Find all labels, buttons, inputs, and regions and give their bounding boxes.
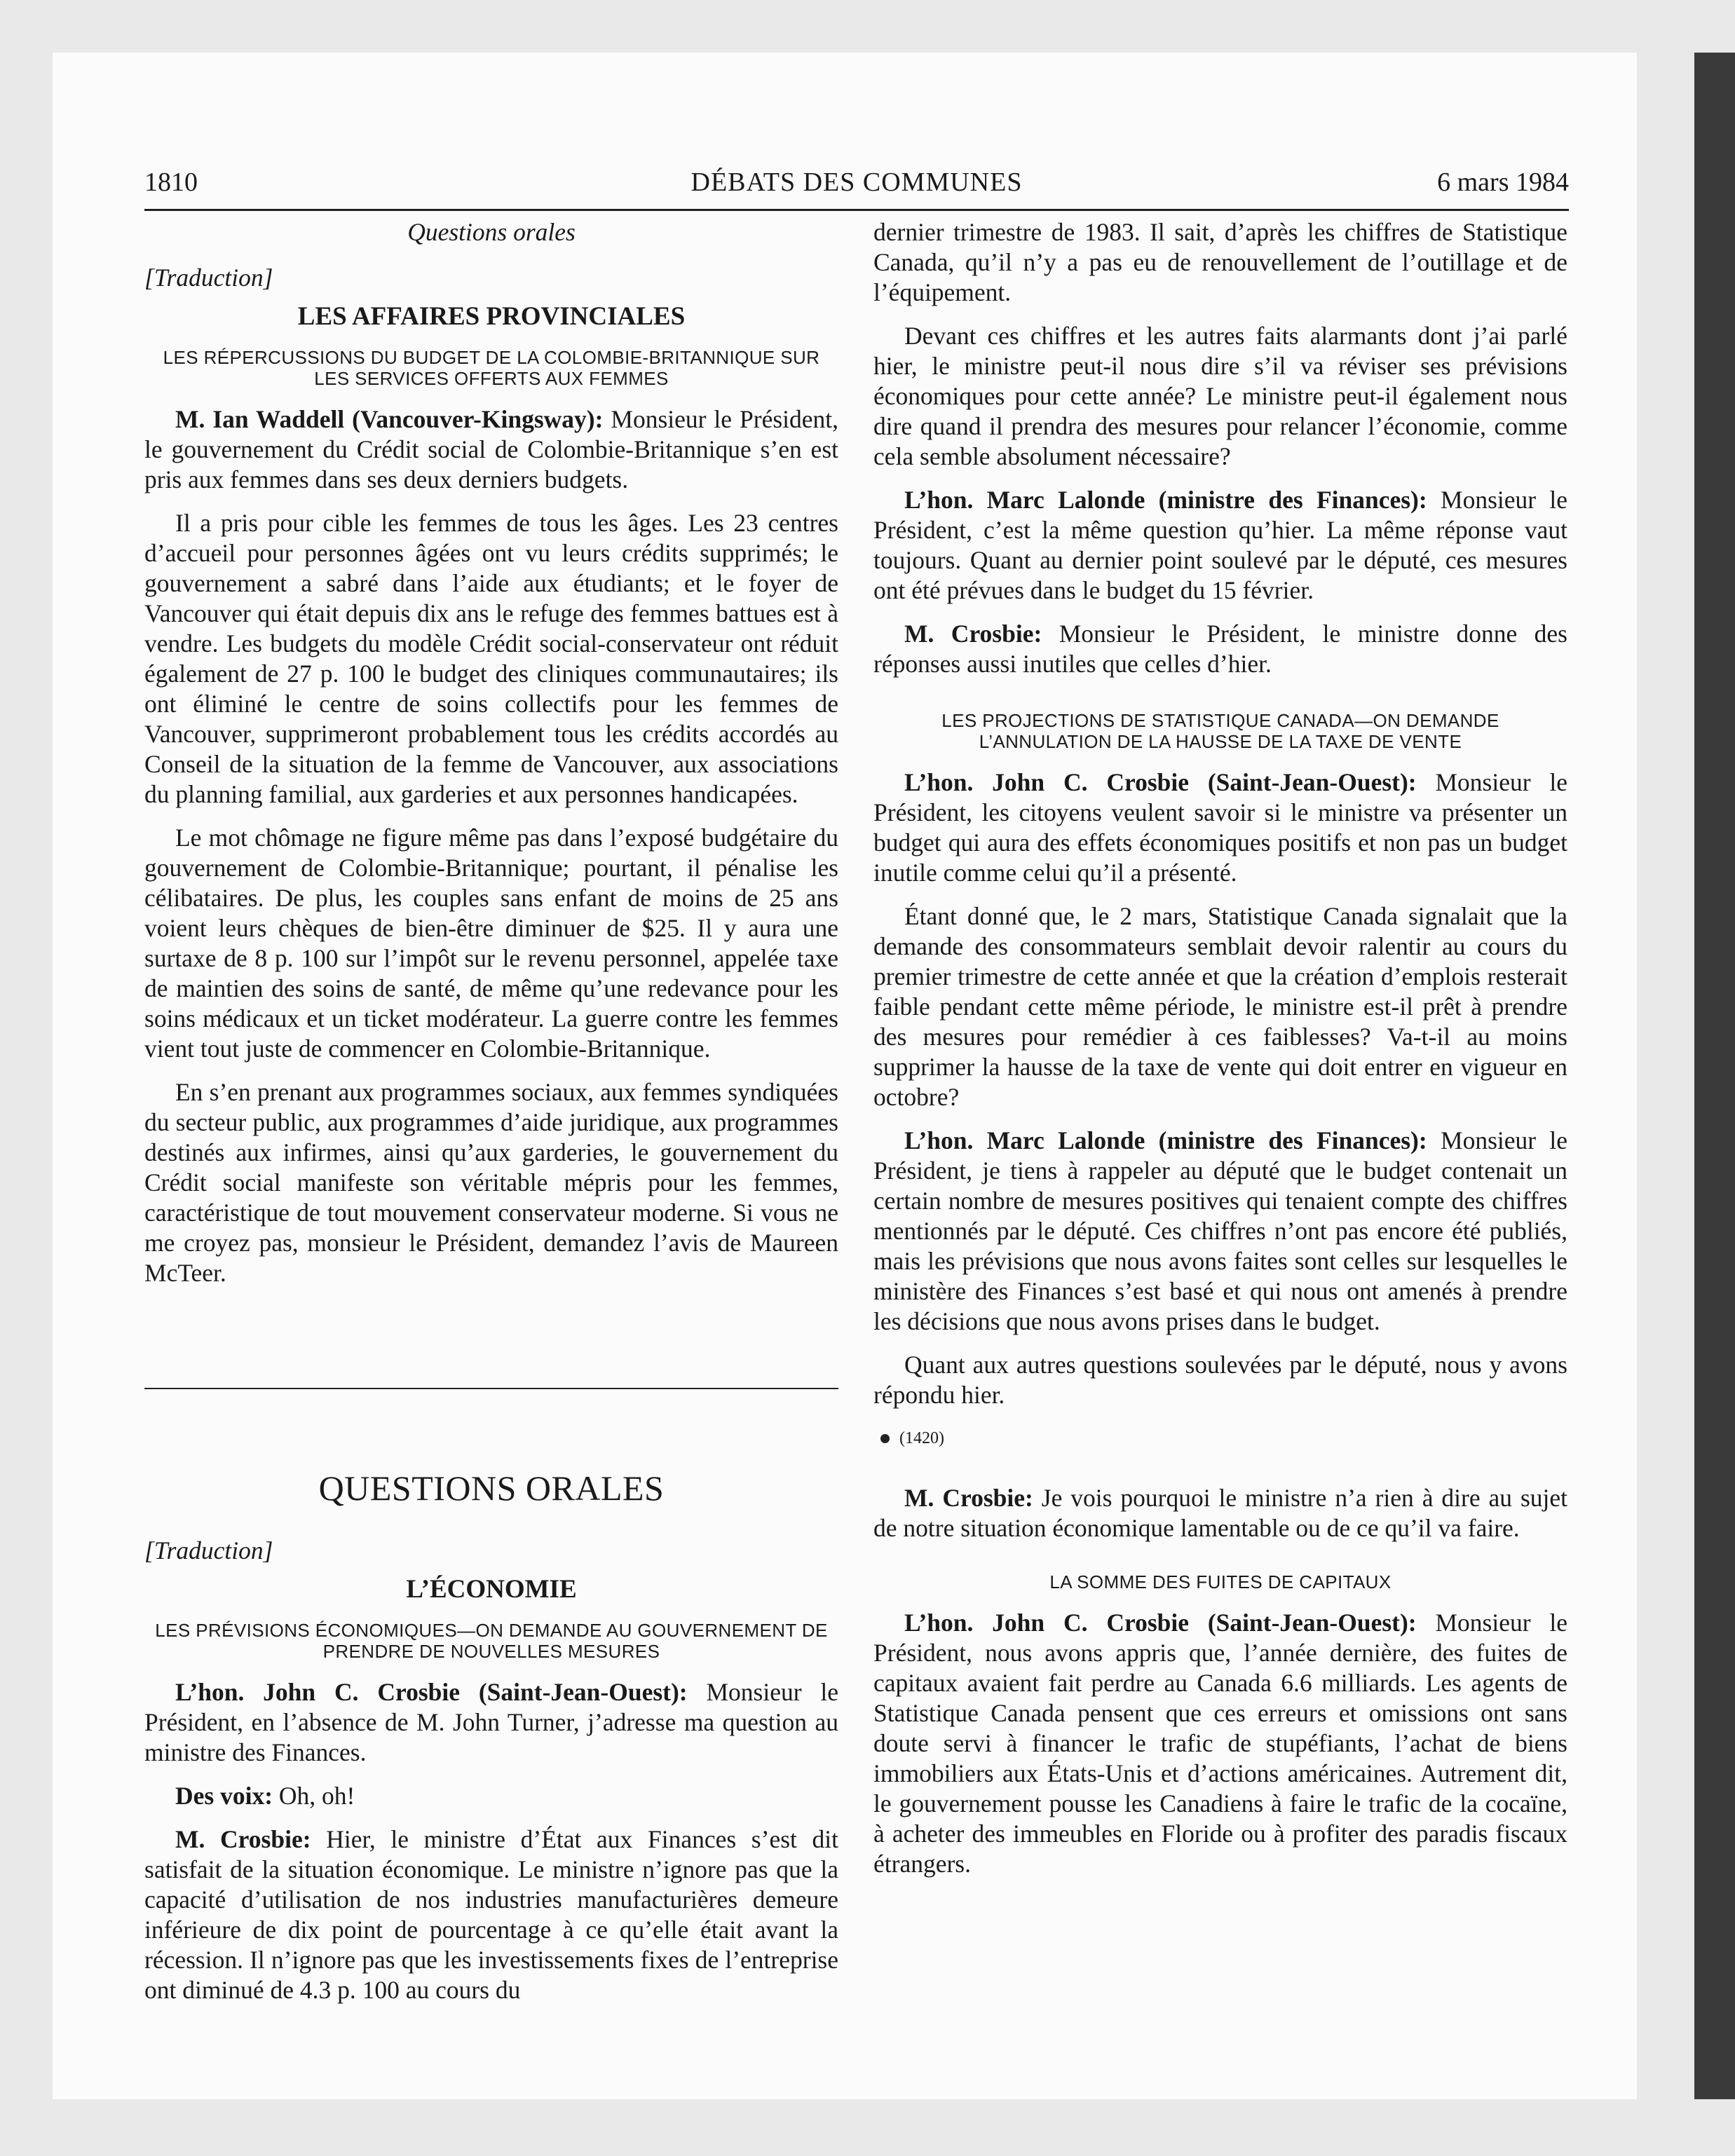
- paragraph: [144, 404, 838, 495]
- paragraph: Il a pris pour cible les femmes de tous les âges. Les 23 centres d’accueil pour personnes âgées ont vu leurs crédits supprimés; le gouvernement a sabré dans l’aide aux étudiants; et le foyer de Vancouver qui était depuis dix ans le refuge des femmes battues est à vendre. Les budgets du modèle Crédit social-conservateur ont réduit également de 27 p. 100 le budget des cliniques communautaires; ils ont éliminé le centre de soins collectifs pour les femmes de Vancouver, supprimeront probablement tous les crédits accordés au Conseil de la situation de la femme de Vancouver, aux associations du planning familial, aux garderies et aux personnes handicapées.: [144, 509, 838, 808]
- speech-text: Monsieur le Président, le gouvernement du Crédit social de Colombie-Britannique s’en est pris aux femmes dans ses deux derniers budgets.: [144, 405, 838, 493]
- speech-text: Monsieur le Président, c’est la même question qu’hier. La même réponse vaut toujours. Quant au dernier point soulevé par le député, ces mesures ont été prévues dans le budget du 15 février.: [873, 486, 1567, 604]
- paragraph: En s’en prenant aux programmes sociaux, aux femmes syndiquées du secteur public, aux programmes d’aide juridique, aux programmes destinés aux infirmes, ainsi qu’aux garderies, le gouvernement du Crédit social manifeste son véritable mépris pour les femmes, caractéristique de tout mouvement conservateur moderne. Si vous ne me croyez pas, monsieur le Président, demandez l’avis de Maureen McTeer.: [144, 1078, 838, 1287]
- speech-text: Oh, oh!: [273, 1782, 355, 1810]
- time-marker-text: (1420): [899, 1429, 944, 1447]
- speech-text: Monsieur le Président, nous avons appris que, l’année dernière, des fuites de capitaux avaient fait perdre au Canada 6.6 milliards. Les agents de Statistique Canada pensent que ces erreurs et omissions ont sans doute servi à financer le trafic de stupéfiants, l’achat de biens immobiliers aux États-Unis et d’actions américaines. Autrement dit, le gouvernement pousse les Canadiens à faire le trafic de la cocaïne, à acheter des immeubles en Floride ou à profiter des paradis fiscaux étrangers.: [873, 1609, 1567, 1878]
- translation-note: [Traduction]: [144, 264, 273, 292]
- paragraph: [144, 1781, 838, 1811]
- paragraph: dernier trimestre de 1983. Il sait, d’après les chiffres de Statistique Canada, qu’il n’y a pas eu de renouvellement de l’outillage et de l’équipement.: [873, 218, 1567, 306]
- speaker-name: Des voix:: [175, 1782, 273, 1810]
- paragraph: [873, 1608, 1567, 1879]
- bullet-icon: [880, 1434, 890, 1443]
- speaker-name: L’hon. John C. Crosbie (Saint-Jean-Ouest):: [175, 1678, 688, 1706]
- paragraph: [873, 767, 1567, 888]
- paragraph: Devant ces chiffres et les autres faits alarmants dont j’ai parlé hier, le ministre peut-il nous dire s’il va réviser ses prévisions économiques pour cette année? Le ministre peut-il également nous dire quand il prendra des mesures pour relancer l’économie, comme cela semble absolument nécessaire?: [873, 322, 1567, 470]
- publication-title: DÉBATS DES COMMUNES: [690, 168, 1023, 197]
- section-heading: L’ÉCONOMIE: [406, 1575, 577, 1604]
- translation-note: [Traduction]: [144, 1536, 273, 1564]
- paragraph: [873, 485, 1567, 606]
- subheading: LES PRÉVISIONS ÉCONOMIQUES—ON DEMANDE AU GOUVERNEMENT DE PRENDRE DE NOUVELLES MESURES: [155, 1620, 828, 1662]
- paragraph: [144, 1677, 838, 1768]
- speaker-name: L’hon. John C. Crosbie (Saint-Jean-Ouest):: [904, 1609, 1417, 1637]
- subheading: LA SOMME DES FUITES DE CAPITAUX: [1049, 1571, 1392, 1592]
- speech-text: Monsieur le Président, le ministre donne des réponses aussi inutiles que celles d’hier.: [873, 620, 1567, 678]
- page-header: [144, 167, 1569, 211]
- scan-edge-bar: [1694, 53, 1735, 2099]
- speaker-name: L’hon. Marc Lalonde (ministre des Finances):: [904, 486, 1427, 514]
- speaker-name: M. Ian Waddell (Vancouver-Kingsway):: [175, 405, 604, 433]
- subheading: LES RÉPERCUSSIONS DU BUDGET DE LA COLOMBIE-BRITANNIQUE SUR LES SERVICES OFFERTS AUX FEMMES: [163, 347, 820, 389]
- speaker-name: M. Crosbie:: [904, 620, 1042, 648]
- speech-text: Hier, le ministre d’État aux Finances s’est dit satisfait de la situation économique. Le ministre n’ignore pas que la capacité d’utilisation de nos industries manufacturières demeure inférieure de dix point de pourcentage à ce qu’elle était avant la récession. Il n’ignore pas que les investissements fixes de l’entreprise ont diminué de 4.3 p. 100 au cours du: [144, 1825, 839, 2004]
- paragraph: [873, 619, 1567, 679]
- left-column: [144, 217, 838, 2019]
- speaker-name: L’hon. John C. Crosbie (Saint-Jean-Ouest):: [904, 768, 1417, 796]
- section-heading: LES AFFAIRES PROVINCIALES: [297, 302, 686, 331]
- speaker-name: M. Crosbie:: [175, 1825, 311, 1853]
- speech-text: Monsieur le Président, les citoyens veulent savoir si le ministre va présenter un budget qui aura des effets économiques positifs et non pas un budget inutile comme celui qu’il a présenté.: [873, 768, 1567, 887]
- main-heading: QUESTIONS ORALES: [318, 1468, 665, 1508]
- paragraph: Le mot chômage ne figure même pas dans l’exposé budgétaire du gouvernement de Colombie-Britannique; pourtant, il pénalise les célibataires. De plus, les couples sans enfant de moins de 25 ans voient leurs chèques de bien-être diminuer de $25. Il y aura une surtaxe de 8 p. 100 sur l’impôt sur le revenu personnel, appelée taxe de maintien des soins de santé, de même qu’une redevance pour les soins médicaux et un ticket modérateur. La guerre contre les femmes vient tout juste de commencer en Colombie-Britannique.: [144, 824, 838, 1063]
- speaker-name: L’hon. Marc Lalonde (ministre des Finances):: [904, 1126, 1427, 1154]
- speech-text: Je vois pourquoi le ministre n’a rien à dire au sujet de notre situation économique lamentable ou de ce qu’il va faire.: [873, 1484, 1567, 1542]
- paragraph: [144, 1824, 838, 2005]
- speech-text: Monsieur le Président, en l’absence de M. John Turner, j’adresse ma question au ministre des Finances.: [144, 1678, 838, 1766]
- speaker-name: M. Crosbie:: [904, 1484, 1033, 1512]
- section-label: Questions orales: [407, 218, 576, 246]
- paragraph: Quant aux autres questions soulevées par le député, nous y avons répondu hier.: [873, 1351, 1567, 1409]
- subheading: LES PROJECTIONS DE STATISTIQUE CANADA—ON DEMANDE L’ANNULATION DE LA HAUSSE DE LA TAXE DE VENTE: [941, 710, 1499, 752]
- right-column: [873, 217, 1567, 1892]
- page-date: 6 mars 1984: [1437, 168, 1569, 197]
- time-marker: [880, 1424, 1567, 1454]
- paragraph: [873, 1126, 1567, 1337]
- page-number: 1810: [144, 168, 198, 197]
- paragraph: Étant donné que, le 2 mars, Statistique Canada signalait que la demande des consommateurs semblait devoir ralentir au cours du premier trimestre de cette année et que la création d’emplois resterait faible pendant cette même période, le ministre est-il prêt à prendre des mesures pour remédier à ces faiblesses? Va-t-il au moins supprimer la hausse de la taxe de vente qui doit entrer en vigueur en octobre?: [873, 902, 1567, 1111]
- divider-rule: [144, 1388, 838, 1389]
- paragraph: [873, 1483, 1567, 1543]
- speech-text: Monsieur le Président, je tiens à rappeler au député que le budget contenait un certain nombre de mesures positives qui tenaient compte des chiffres mentionnés par le député. Ces chiffres n’ont pas encore été publiés, mais les prévisions que nous avons faites sont celles sur lesquelles le ministère des Finances s’est basé et qui nous ont amenés à prendre les décisions que nous avons prises dans le budget.: [873, 1126, 1567, 1335]
